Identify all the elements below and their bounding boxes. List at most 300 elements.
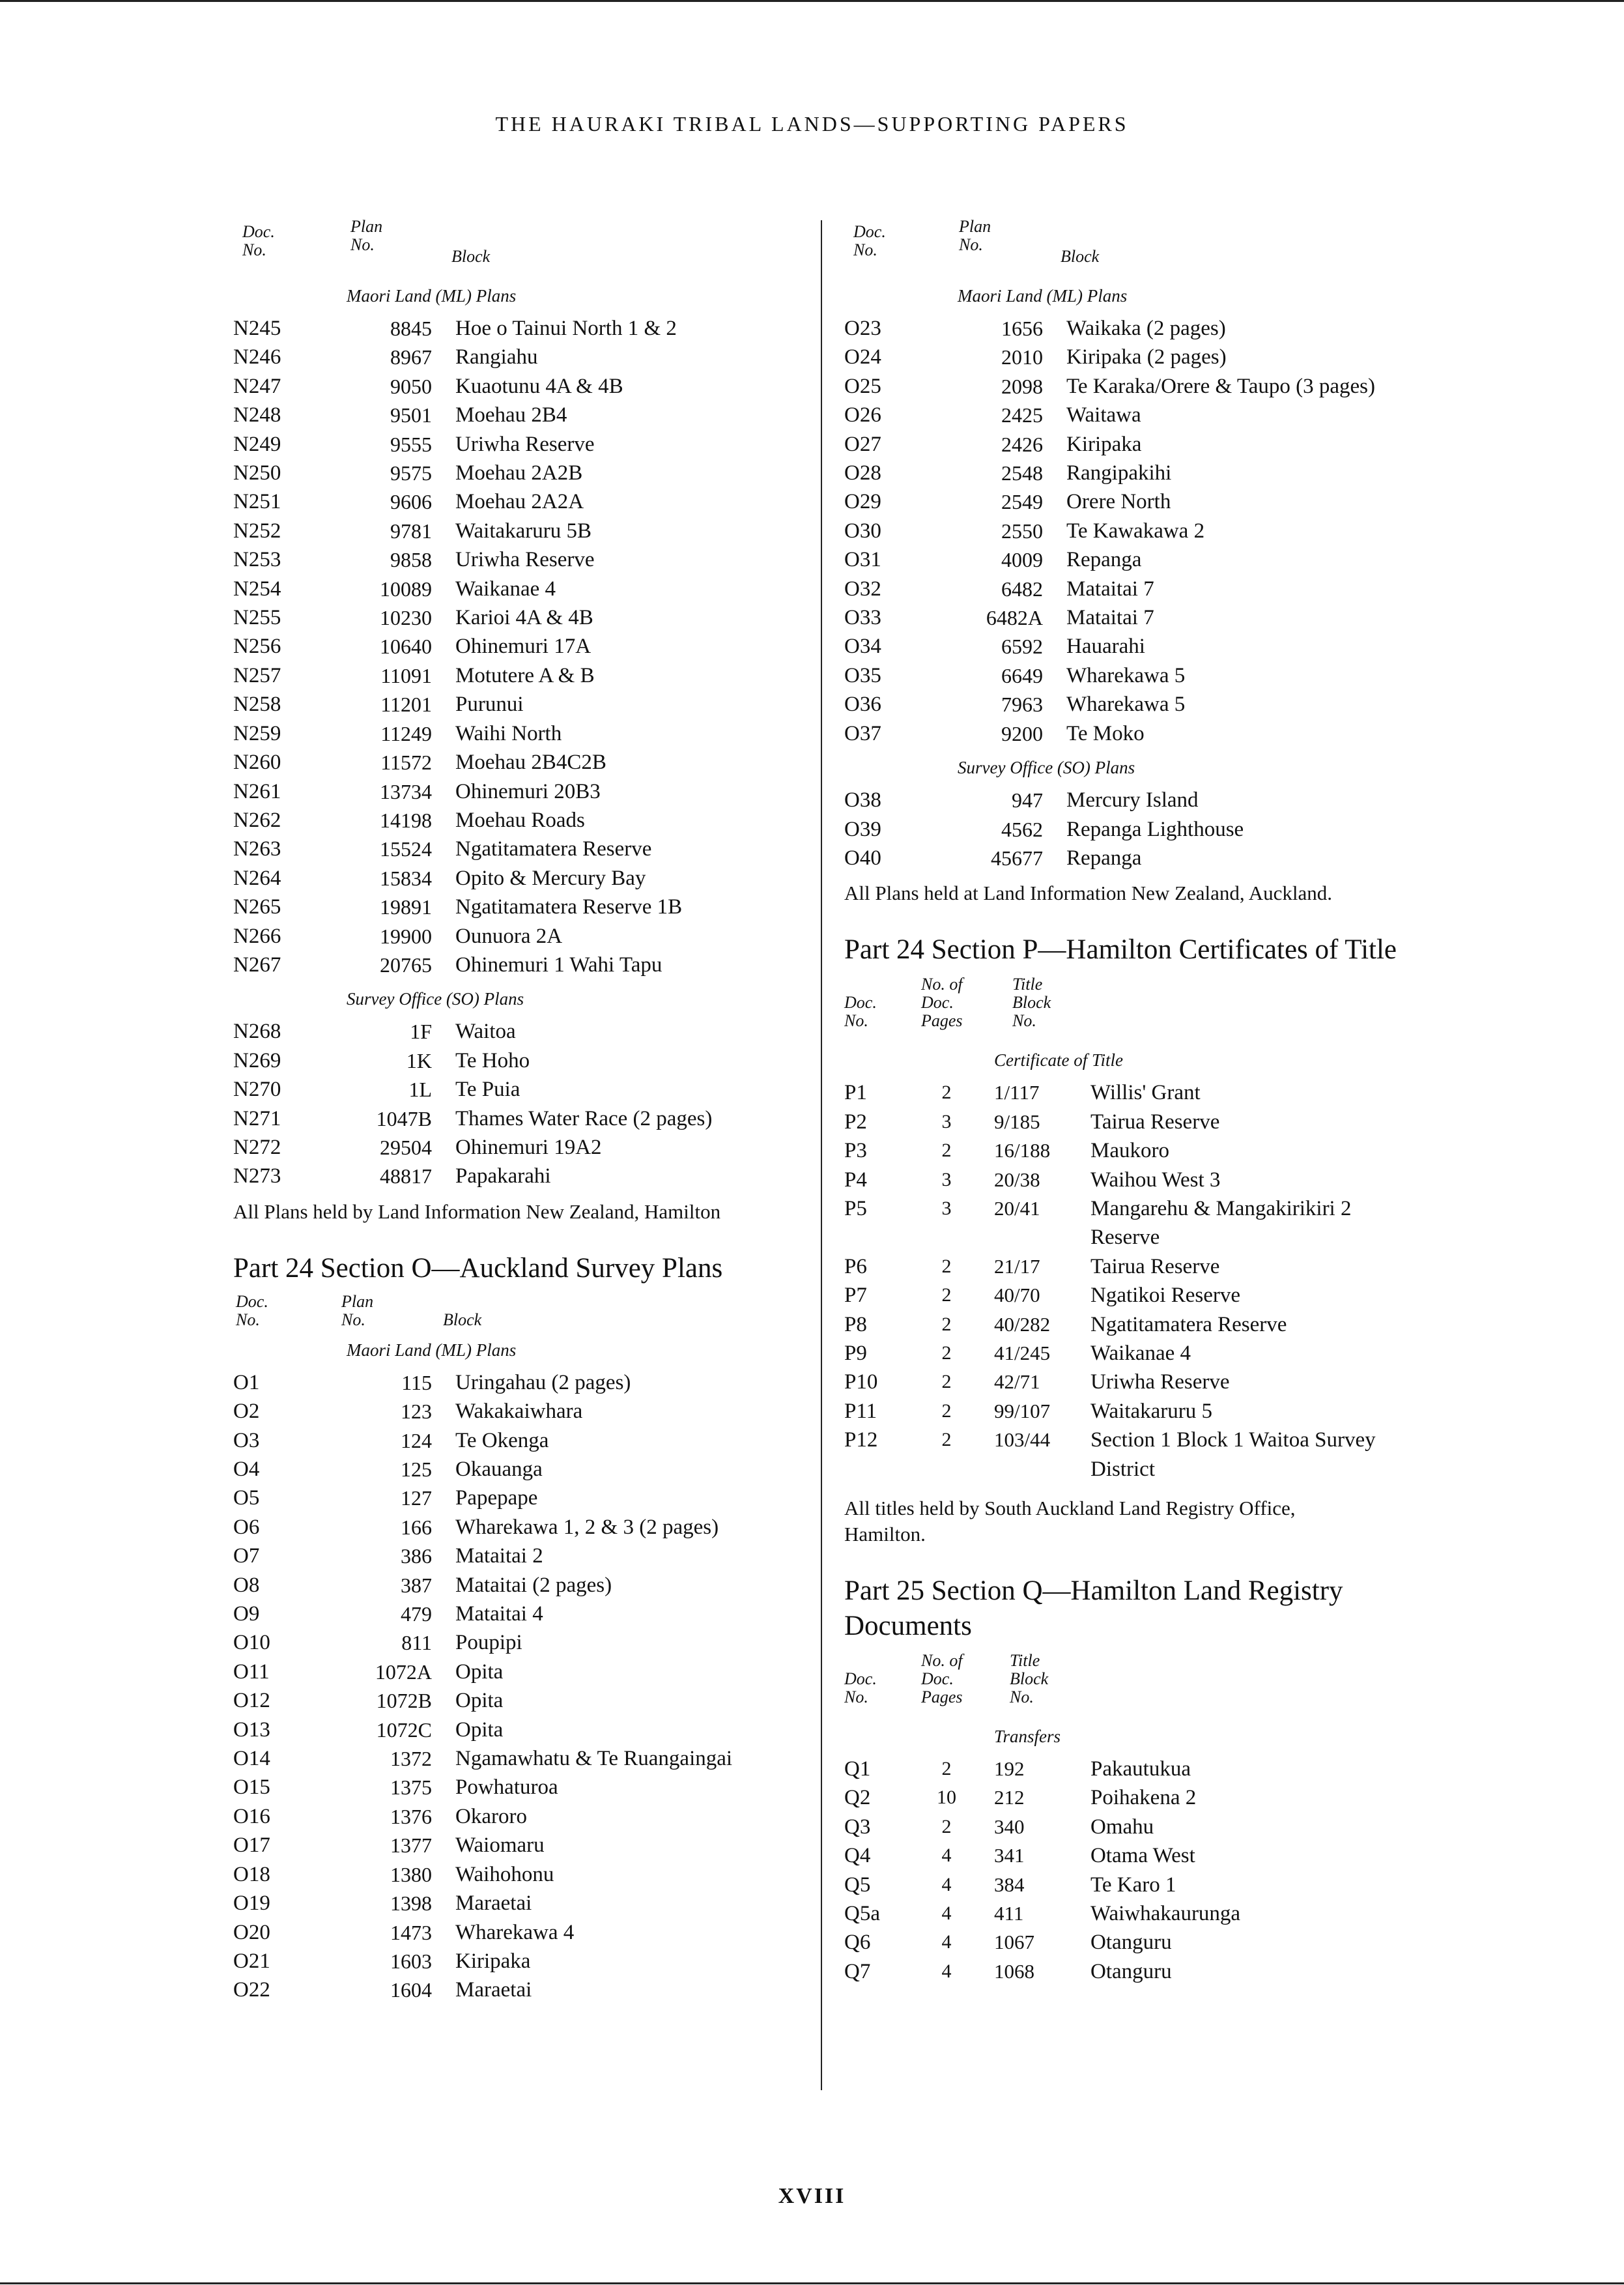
plan-no: 10640 bbox=[380, 635, 432, 659]
block-name: Repanga bbox=[1066, 548, 1142, 572]
plan-no-header: Plan No. bbox=[959, 217, 991, 254]
block-name: Omahu bbox=[1090, 1815, 1154, 1839]
block-name: Uringahau (2 pages) bbox=[455, 1370, 631, 1394]
doc-no: N264 bbox=[233, 866, 281, 890]
title-block-header: Title Block No. bbox=[1012, 975, 1051, 1031]
subhead-ml: Maori Land (ML) Plans bbox=[958, 286, 1128, 306]
block-name: Opito & Mercury Bay bbox=[455, 866, 646, 890]
title-block-no: 411 bbox=[994, 1902, 1024, 1925]
plan-no: 386 bbox=[401, 1544, 432, 1568]
table-row bbox=[233, 1397, 732, 1426]
title-block-no: 1/117 bbox=[994, 1081, 1040, 1104]
block-name: Te Kawakawa 2 bbox=[1066, 519, 1205, 543]
doc-no: N271 bbox=[233, 1106, 281, 1130]
block-name: Poihakena 2 bbox=[1090, 1786, 1197, 1810]
doc-no: N256 bbox=[233, 635, 281, 659]
block-name: Waihou West 3 bbox=[1090, 1168, 1221, 1192]
block-name: Waiwhakaurunga bbox=[1090, 1902, 1241, 1926]
subhead-cert: Certificate of Title bbox=[994, 1050, 1123, 1071]
block-name: Maraetai bbox=[455, 1891, 532, 1916]
plan-no: 479 bbox=[401, 1602, 432, 1626]
table-row bbox=[233, 430, 712, 459]
doc-no: N255 bbox=[233, 606, 281, 630]
column-header bbox=[844, 971, 1431, 1048]
plan-no: 20765 bbox=[380, 953, 432, 977]
block-name: Wharekawa 5 bbox=[1066, 693, 1186, 717]
block-name: Ngatitamatera Reserve bbox=[455, 837, 652, 861]
doc-no: O8 bbox=[233, 1573, 260, 1597]
block-name: Pakautukua bbox=[1090, 1757, 1191, 1781]
doc-pages: 4 bbox=[941, 1873, 952, 1895]
plan-no: 9781 bbox=[390, 519, 432, 543]
block-name: Opita bbox=[455, 1689, 504, 1713]
table-row bbox=[233, 1744, 732, 1773]
table-row bbox=[844, 1783, 1416, 1812]
block-name: Waiomaru bbox=[455, 1833, 545, 1858]
doc-no: N268 bbox=[233, 1020, 281, 1044]
doc-no: O5 bbox=[233, 1486, 260, 1510]
doc-no: P4 bbox=[844, 1168, 867, 1192]
block-name: Mataitai 7 bbox=[1066, 606, 1154, 630]
doc-pages-header: No. of Doc. Pages bbox=[921, 975, 963, 1031]
section-o-left-table bbox=[233, 1333, 732, 2005]
block-name: Tairua Reserve bbox=[1090, 1254, 1220, 1278]
doc-no: Q7 bbox=[844, 1959, 871, 1983]
plan-no-header: Plan No. bbox=[350, 217, 383, 254]
table-row bbox=[844, 603, 1375, 632]
table-row bbox=[844, 690, 1375, 719]
table-row bbox=[844, 1755, 1416, 1783]
right-column bbox=[844, 217, 1431, 1986]
plan-no: 2098 bbox=[1001, 374, 1043, 398]
subhead-so: Survey Office (SO) Plans bbox=[347, 989, 524, 1009]
plan-no: 10230 bbox=[380, 606, 432, 630]
block-name: Ounuora 2A bbox=[455, 924, 563, 948]
plan-no: 6482A bbox=[986, 606, 1043, 630]
table-row bbox=[233, 401, 712, 429]
block-name: Waihi North bbox=[455, 721, 562, 745]
doc-no: N247 bbox=[233, 374, 281, 398]
doc-no: O36 bbox=[844, 693, 881, 717]
block-name: Waitakaruru 5 bbox=[1090, 1399, 1213, 1423]
plan-no: 1376 bbox=[390, 1804, 432, 1828]
table-row bbox=[233, 1426, 732, 1455]
table-row bbox=[233, 575, 712, 603]
doc-no: N262 bbox=[233, 808, 281, 832]
doc-pages: 3 bbox=[941, 1110, 952, 1132]
table-row bbox=[233, 893, 712, 921]
table-row bbox=[844, 1108, 1416, 1136]
subhead-ml: Maori Land (ML) Plans bbox=[347, 1340, 517, 1360]
doc-no: P10 bbox=[844, 1370, 878, 1394]
table-row bbox=[233, 1802, 732, 1831]
doc-no: Q2 bbox=[844, 1786, 871, 1810]
table-row bbox=[844, 1841, 1416, 1870]
doc-no: Q6 bbox=[844, 1931, 871, 1955]
section-o-note: All Plans held at Land Information New Zealand, Auckland. bbox=[844, 882, 1332, 905]
title-block-no: 192 bbox=[994, 1757, 1025, 1780]
block-name: Rangipakihi bbox=[1066, 461, 1172, 485]
block-name: Mercury Island bbox=[1066, 788, 1199, 812]
block-header: Block bbox=[1061, 247, 1100, 266]
plan-no: 2010 bbox=[1001, 345, 1043, 369]
block-name: Rangiahu bbox=[455, 345, 538, 369]
table-row bbox=[844, 1368, 1416, 1396]
title-block-no: 1067 bbox=[994, 1931, 1034, 1954]
column-header bbox=[233, 1290, 806, 1333]
plan-no: 13734 bbox=[380, 779, 432, 803]
block-name: Moehau 2A2A bbox=[455, 490, 584, 514]
doc-no: O35 bbox=[844, 663, 881, 687]
plan-no: 1377 bbox=[390, 1833, 432, 1858]
table-row bbox=[233, 372, 712, 401]
block-name: Kiripaka bbox=[455, 1949, 531, 1973]
doc-pages: 2 bbox=[941, 1313, 952, 1335]
plan-no: 9200 bbox=[1001, 721, 1043, 745]
table-row bbox=[844, 1078, 1416, 1107]
block-name: Section 1 Block 1 Waitoa Survey District bbox=[1090, 1428, 1376, 1481]
block-name: Ohinemuri 1 Wahi Tapu bbox=[455, 953, 662, 977]
subhead-so: Survey Office (SO) Plans bbox=[958, 758, 1135, 778]
plan-no: 1K bbox=[406, 1048, 432, 1072]
plan-no: 45677 bbox=[991, 846, 1043, 870]
column-divider bbox=[821, 220, 822, 2090]
block-name: Te Hoho bbox=[455, 1048, 530, 1072]
doc-no: O9 bbox=[233, 1602, 260, 1626]
table-row bbox=[233, 459, 712, 487]
plan-no: 1604 bbox=[390, 1978, 432, 2002]
running-head: THE HAURAKI TRIBAL LANDS—SUPPORTING PAPERS bbox=[495, 112, 1129, 136]
doc-no: O3 bbox=[233, 1428, 260, 1452]
doc-no: Q5a bbox=[844, 1902, 880, 1926]
table-row bbox=[844, 487, 1375, 516]
doc-no: P12 bbox=[844, 1428, 878, 1452]
table-row bbox=[233, 632, 712, 661]
doc-no: O37 bbox=[844, 721, 881, 745]
section-o-right-table bbox=[844, 279, 1375, 872]
plan-no: 19891 bbox=[380, 895, 432, 919]
doc-pages: 2 bbox=[941, 1342, 952, 1364]
table-row bbox=[844, 815, 1375, 844]
section-o-left-rows bbox=[233, 1368, 732, 2005]
block-name: Te Moko bbox=[1066, 721, 1145, 745]
table-row bbox=[233, 314, 712, 343]
table-row bbox=[233, 951, 712, 979]
block-name: Otama West bbox=[1090, 1844, 1195, 1868]
title-block-header: Title Block No. bbox=[1010, 1651, 1049, 1706]
title-block-no: 9/185 bbox=[994, 1110, 1040, 1133]
plan-no: 124 bbox=[401, 1428, 432, 1452]
table-row bbox=[233, 1831, 732, 1860]
doc-no: O39 bbox=[844, 817, 881, 841]
title-block-no: 1068 bbox=[994, 1959, 1034, 1983]
doc-no: P7 bbox=[844, 1284, 867, 1308]
block-name: Ngamawhatu & Te Ruangaingai bbox=[455, 1747, 733, 1771]
doc-no: O22 bbox=[233, 1978, 270, 2002]
plan-no: 9858 bbox=[390, 548, 432, 572]
table-row bbox=[844, 401, 1375, 429]
plan-no: 48817 bbox=[380, 1164, 432, 1188]
doc-no: O40 bbox=[844, 846, 881, 870]
doc-no: P6 bbox=[844, 1254, 867, 1278]
table-row bbox=[233, 806, 712, 835]
plan-no: 6482 bbox=[1001, 577, 1043, 601]
block-name: Purunui bbox=[455, 693, 524, 717]
doc-no: N263 bbox=[233, 837, 281, 861]
table-row bbox=[844, 661, 1375, 690]
column-header bbox=[233, 217, 806, 279]
doc-no: N273 bbox=[233, 1164, 281, 1188]
table-row bbox=[233, 748, 712, 777]
doc-no: N265 bbox=[233, 895, 281, 919]
doc-no: O26 bbox=[844, 403, 881, 427]
table-row bbox=[233, 690, 712, 719]
block-name: Te Puia bbox=[455, 1078, 520, 1102]
doc-no: N260 bbox=[233, 751, 281, 775]
doc-pages: 4 bbox=[941, 1960, 952, 1982]
plan-no: 11572 bbox=[380, 751, 432, 775]
block-name: Repanga Lighthouse bbox=[1066, 817, 1244, 841]
block-name: Powhaturoa bbox=[455, 1775, 558, 1800]
doc-no: O29 bbox=[844, 490, 881, 514]
block-name: Moehau Roads bbox=[455, 808, 585, 832]
doc-no: O6 bbox=[233, 1515, 260, 1539]
doc-no: N250 bbox=[233, 461, 281, 485]
table-row bbox=[233, 864, 712, 893]
plan-no: 6592 bbox=[1001, 635, 1043, 659]
table-row bbox=[844, 1310, 1416, 1339]
table-row bbox=[233, 1976, 732, 2004]
plan-no: 9555 bbox=[390, 432, 432, 456]
plan-no: 9050 bbox=[390, 374, 432, 398]
doc-no: O11 bbox=[233, 1660, 270, 1684]
table-row bbox=[233, 1773, 732, 1802]
plan-no: 8845 bbox=[390, 317, 432, 340]
doc-no: N245 bbox=[233, 317, 281, 340]
doc-no: P9 bbox=[844, 1341, 867, 1365]
doc-no: O14 bbox=[233, 1747, 270, 1771]
doc-no: O18 bbox=[233, 1862, 270, 1886]
plan-no: 4009 bbox=[1001, 548, 1043, 572]
plan-no: 123 bbox=[401, 1400, 432, 1424]
table-row bbox=[233, 1162, 712, 1190]
doc-no: P1 bbox=[844, 1081, 867, 1105]
block-name: Uriwha Reserve bbox=[1090, 1370, 1230, 1394]
doc-no: N261 bbox=[233, 779, 281, 803]
doc-no-header: Doc. No. bbox=[844, 993, 877, 1031]
section-n-so-rows bbox=[233, 1017, 712, 1190]
table-row bbox=[233, 1628, 732, 1657]
block-name: Otanguru bbox=[1090, 1931, 1172, 1955]
top-rule bbox=[0, 0, 1624, 2]
doc-no-header: Doc. No. bbox=[242, 222, 275, 259]
block-name: Papakarahi bbox=[455, 1164, 551, 1188]
plan-no: 4562 bbox=[1001, 817, 1043, 841]
doc-pages: 2 bbox=[941, 1400, 952, 1422]
plan-no: 1656 bbox=[1001, 317, 1043, 340]
table-row bbox=[233, 1104, 712, 1133]
table-row bbox=[233, 1889, 732, 1918]
table-row bbox=[844, 1166, 1416, 1194]
doc-no: P8 bbox=[844, 1312, 867, 1336]
plan-no: 14198 bbox=[380, 808, 432, 832]
block-name: Willis' Grant bbox=[1090, 1081, 1201, 1105]
table-row bbox=[844, 1252, 1416, 1281]
block-name: Otanguru bbox=[1090, 1959, 1172, 1983]
table-row bbox=[233, 922, 712, 951]
doc-no: O7 bbox=[233, 1544, 260, 1568]
doc-no: N248 bbox=[233, 403, 281, 427]
plan-no: 19900 bbox=[380, 924, 432, 948]
block-name: Poupipi bbox=[455, 1631, 522, 1655]
table-row bbox=[844, 314, 1375, 343]
title-block-no: 99/107 bbox=[994, 1399, 1051, 1422]
doc-no: O30 bbox=[844, 519, 881, 543]
block-name: Wharekawa 5 bbox=[1066, 663, 1186, 687]
block-name: Te Karaka/Orere & Taupo (3 pages) bbox=[1066, 374, 1375, 398]
block-name: Waihohonu bbox=[455, 1862, 554, 1886]
doc-no: O28 bbox=[844, 461, 881, 485]
block-name: Waitawa bbox=[1066, 403, 1141, 427]
doc-pages: 2 bbox=[941, 1815, 952, 1837]
table-row bbox=[233, 343, 712, 371]
title-block-no: 16/188 bbox=[994, 1139, 1051, 1162]
table-row bbox=[844, 545, 1375, 574]
block-name: Mataitai (2 pages) bbox=[455, 1573, 612, 1597]
doc-no: O24 bbox=[844, 345, 881, 369]
block-name: Orere North bbox=[1066, 490, 1171, 514]
doc-no: N269 bbox=[233, 1048, 281, 1072]
subhead-ml: Maori Land (ML) Plans bbox=[347, 286, 517, 306]
table-row bbox=[844, 1397, 1416, 1426]
doc-pages: 3 bbox=[941, 1197, 952, 1219]
doc-pages: 3 bbox=[941, 1168, 952, 1190]
block-name: Opita bbox=[455, 1660, 504, 1684]
doc-no: O16 bbox=[233, 1804, 270, 1828]
block-name: Waikanae 4 bbox=[1090, 1341, 1191, 1365]
table-row bbox=[233, 487, 712, 516]
title-block-no: 212 bbox=[994, 1786, 1025, 1809]
plan-no: 1072C bbox=[376, 1717, 432, 1742]
doc-no: N254 bbox=[233, 577, 281, 601]
plan-no: 29504 bbox=[380, 1135, 432, 1159]
block-name: Uriwha Reserve bbox=[455, 548, 595, 572]
block-name: Mataitai 7 bbox=[1066, 577, 1154, 601]
block-name: Okauanga bbox=[455, 1458, 543, 1481]
doc-pages: 2 bbox=[941, 1429, 952, 1451]
section-q-title: Part 25 Section Q—Hamilton Land Registry Documents bbox=[844, 1575, 1343, 1641]
section-q-rows bbox=[844, 1755, 1416, 1986]
doc-no: N253 bbox=[233, 548, 281, 572]
doc-no: O20 bbox=[233, 1920, 270, 1944]
plan-no: 1473 bbox=[390, 1920, 432, 1944]
table-row bbox=[844, 1957, 1416, 1986]
table-row bbox=[233, 835, 712, 863]
plan-no: 1375 bbox=[390, 1775, 432, 1800]
block-name: Karioi 4A & 4B bbox=[455, 606, 593, 630]
doc-pages: 4 bbox=[941, 1903, 952, 1925]
block-name: Maukoro bbox=[1090, 1139, 1169, 1163]
table-row bbox=[844, 517, 1375, 545]
page-number: XVIII bbox=[778, 2184, 846, 2208]
doc-no: O25 bbox=[844, 374, 881, 398]
table-row bbox=[233, 777, 712, 806]
block-name: Kiripaka (2 pages) bbox=[1066, 345, 1227, 369]
plan-no: 1380 bbox=[390, 1862, 432, 1886]
title-block-no: 340 bbox=[994, 1815, 1025, 1838]
section-o-right-rows bbox=[844, 314, 1375, 748]
doc-no: P3 bbox=[844, 1139, 867, 1163]
block-name: Te Karo 1 bbox=[1090, 1873, 1176, 1897]
section-o-title: Part 24 Section O—Auckland Survey Plans bbox=[233, 1252, 723, 1284]
plan-no: 2548 bbox=[1001, 461, 1043, 485]
table-row bbox=[233, 1600, 732, 1628]
table-row bbox=[844, 1871, 1416, 1899]
plan-no: 1047B bbox=[376, 1106, 432, 1130]
doc-pages: 4 bbox=[941, 1845, 952, 1867]
table-row bbox=[233, 1133, 712, 1162]
table-row bbox=[844, 575, 1375, 603]
plan-no: 127 bbox=[401, 1486, 432, 1510]
doc-no: N270 bbox=[233, 1078, 281, 1102]
plan-no: 1398 bbox=[390, 1891, 432, 1916]
plan-no: 15524 bbox=[380, 837, 432, 861]
doc-no: N252 bbox=[233, 519, 281, 543]
block-name: Moehau 2A2B bbox=[455, 461, 583, 485]
doc-no: N249 bbox=[233, 432, 281, 456]
plan-no: 166 bbox=[401, 1515, 432, 1539]
plan-no: 115 bbox=[401, 1370, 432, 1394]
plan-no: 387 bbox=[401, 1573, 432, 1597]
plan-no: 125 bbox=[401, 1458, 432, 1481]
doc-no: O2 bbox=[233, 1400, 260, 1424]
block-name: Hauarahi bbox=[1066, 635, 1145, 659]
title-block-no: 103/44 bbox=[994, 1428, 1051, 1452]
table-row bbox=[233, 1484, 732, 1512]
doc-no: P5 bbox=[844, 1196, 867, 1220]
doc-pages: 2 bbox=[941, 1284, 952, 1306]
table-row bbox=[233, 517, 712, 545]
block-name: Waikanae 4 bbox=[455, 577, 556, 601]
block-name: Moehau 2B4 bbox=[455, 403, 567, 427]
title-block-no: 21/17 bbox=[994, 1254, 1040, 1278]
doc-no: N259 bbox=[233, 721, 281, 745]
block-name: Kuaotunu 4A & 4B bbox=[455, 374, 623, 398]
doc-pages: 2 bbox=[941, 1082, 952, 1104]
doc-pages: 2 bbox=[941, 1758, 952, 1779]
table-row bbox=[233, 1716, 732, 1744]
doc-no: Q5 bbox=[844, 1873, 871, 1897]
section-n-note: All Plans held by Land Information New Zealand, Hamilton bbox=[233, 1200, 721, 1223]
block-name: Ohinemuri 19A2 bbox=[455, 1135, 602, 1159]
table-row bbox=[233, 1860, 732, 1889]
block-name: Repanga bbox=[1066, 846, 1142, 870]
table-row bbox=[233, 1046, 712, 1075]
doc-pages: 2 bbox=[941, 1140, 952, 1162]
plan-no: 7963 bbox=[1001, 693, 1043, 717]
title-block-no: 42/71 bbox=[994, 1370, 1040, 1394]
column-header bbox=[844, 1648, 1431, 1725]
doc-no: N266 bbox=[233, 924, 281, 948]
block-name: Ngatitamatera Reserve 1B bbox=[455, 895, 683, 919]
doc-no: O15 bbox=[233, 1775, 270, 1800]
section-q-table bbox=[844, 1725, 1416, 1986]
plan-no-header: Plan No. bbox=[341, 1291, 374, 1329]
table-row bbox=[233, 1658, 732, 1686]
block-header: Block bbox=[451, 247, 491, 266]
table-row bbox=[233, 1017, 712, 1046]
plan-no: 2426 bbox=[1001, 432, 1043, 456]
